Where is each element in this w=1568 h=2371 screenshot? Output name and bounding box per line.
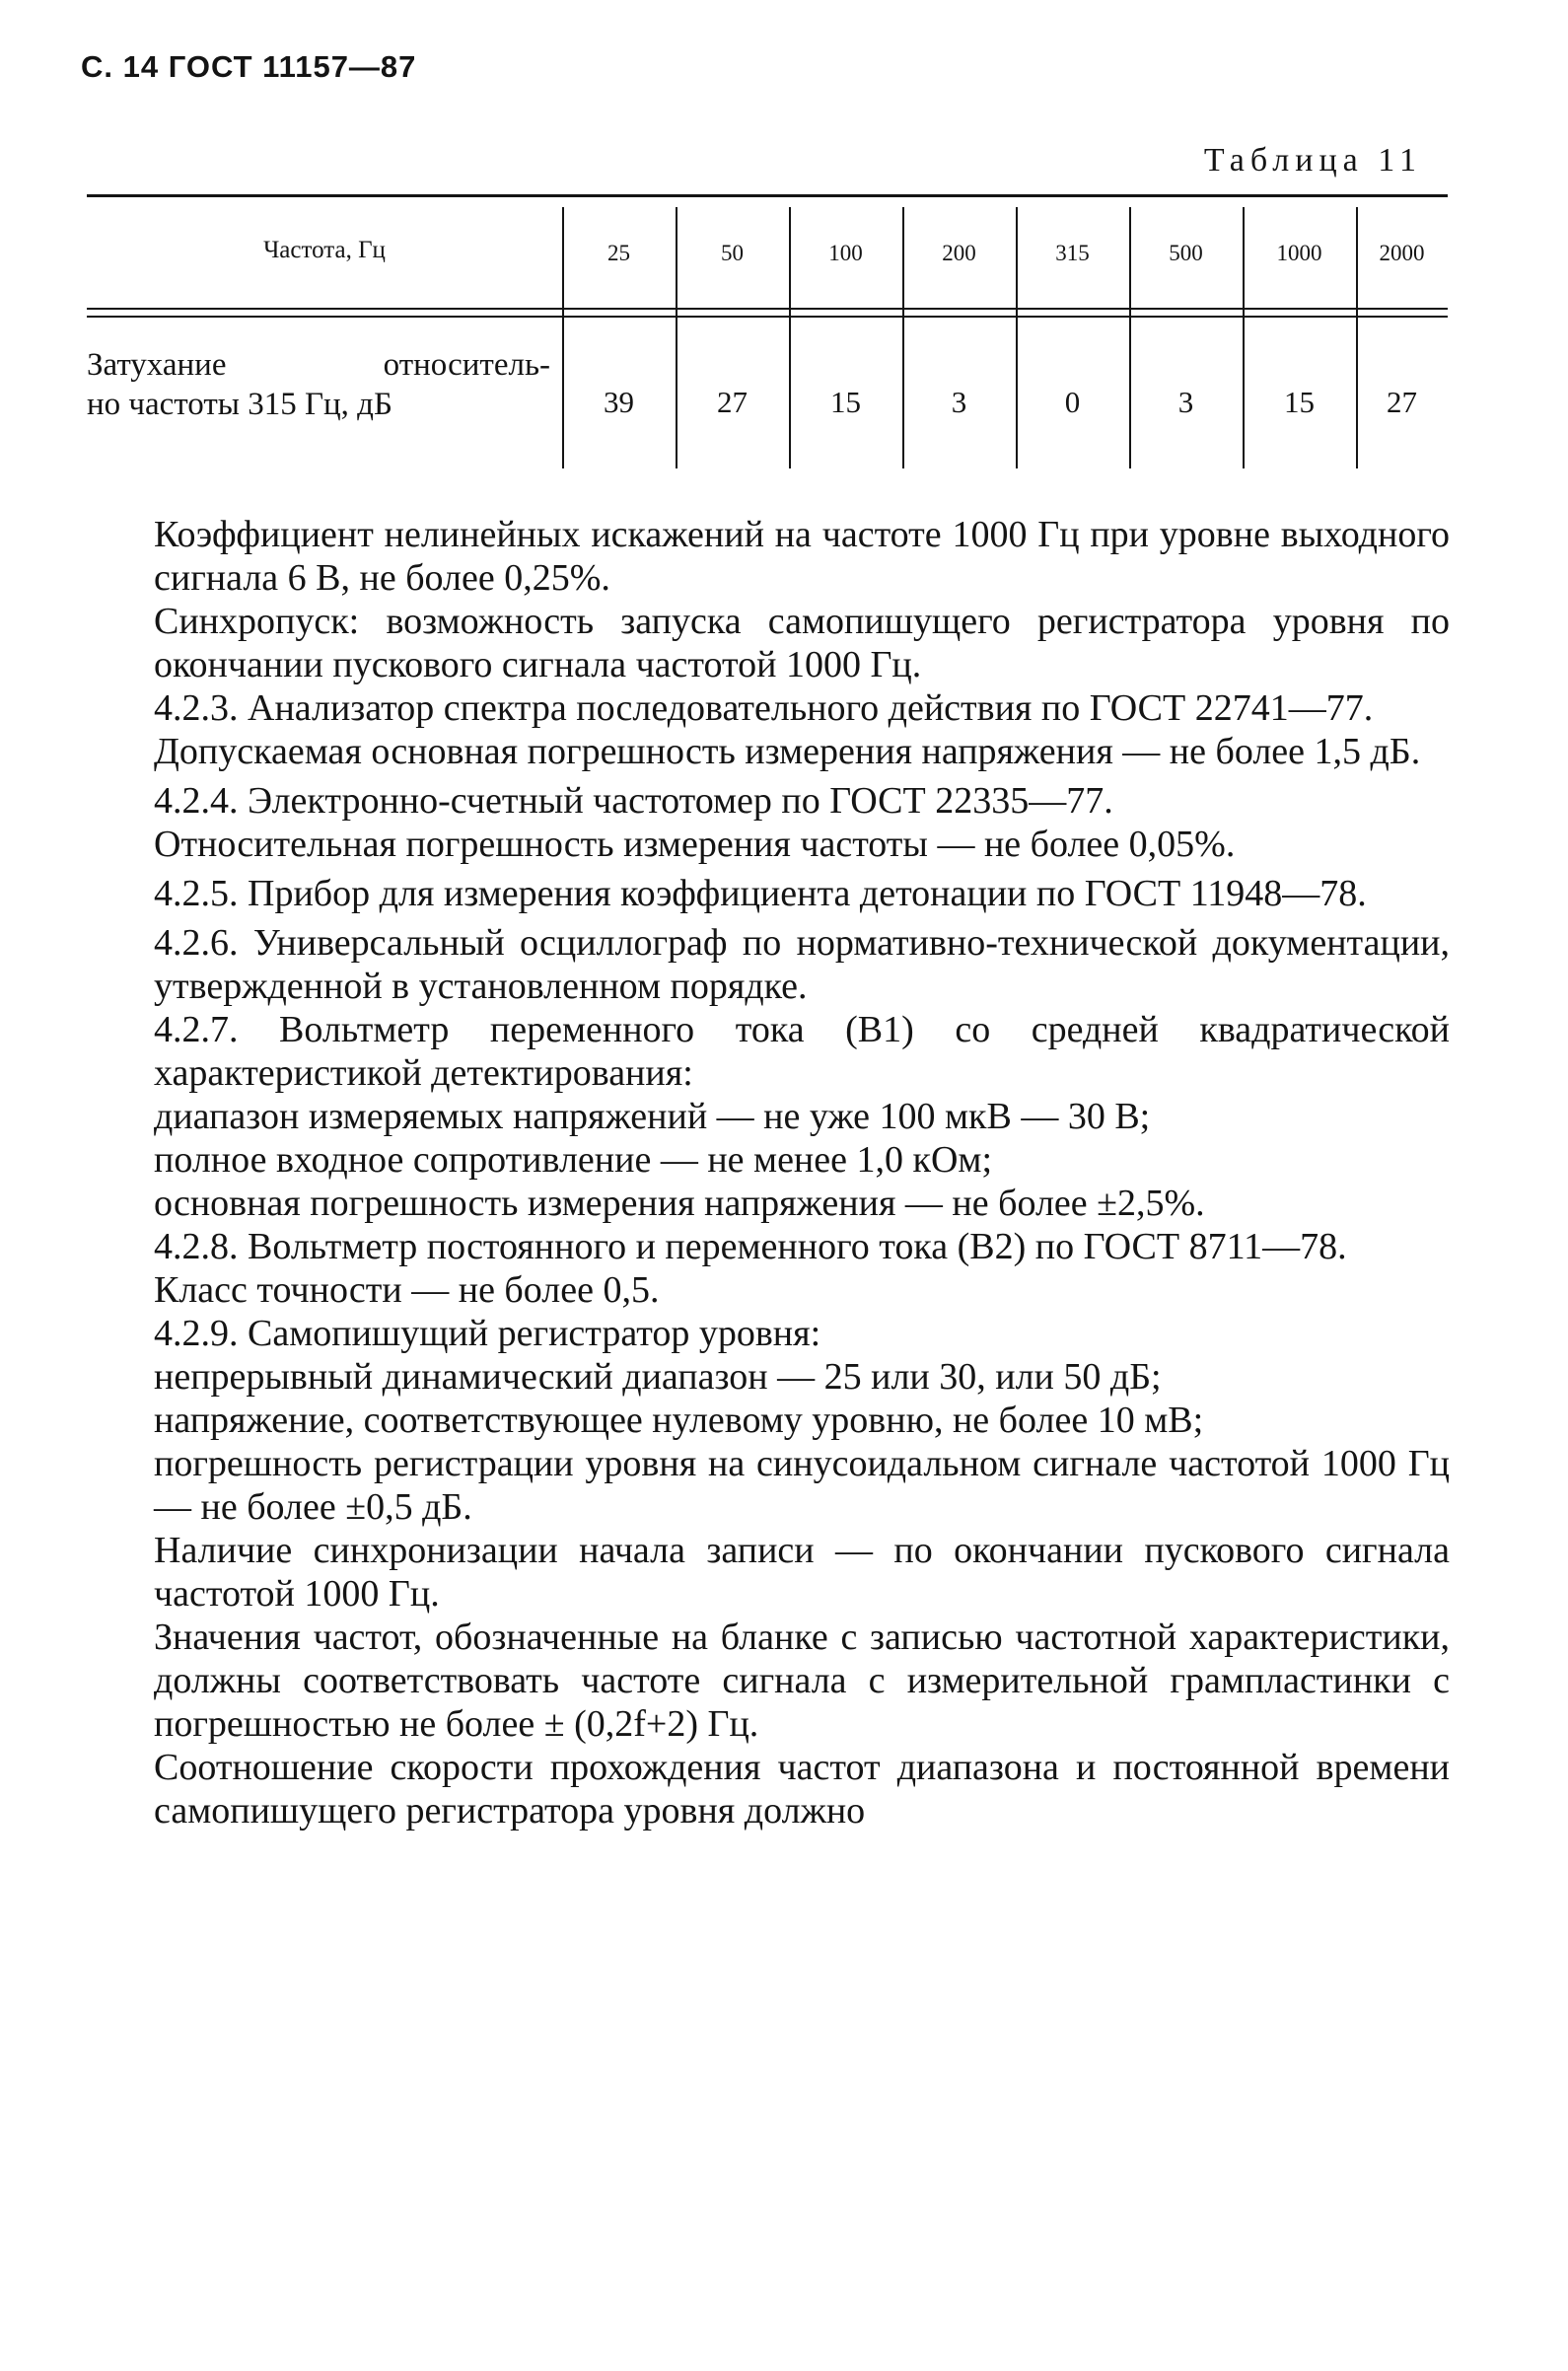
paragraph: Наличие синхронизации начала записи — по окончании пускового сигнала частотой 1000 Гц. (154, 1530, 1450, 1615)
paragraph: Синхропуск: возможность запуска самопишущего регистратора уровня по окончании пускового сигнала частотой 1000 Гц. (154, 601, 1450, 685)
table-head-cell: 500 (1169, 241, 1203, 265)
table-caption: Таблица 11 (1203, 142, 1422, 179)
paragraph: напряжение, соответствующее нулевому уровню, не более 10 мВ; (154, 1400, 1204, 1441)
paragraph: 4.2.7. Вольтметр переменного тока (В1) со средней квадратической характеристикой детектирования: (154, 1009, 1450, 1094)
paragraph: 4.2.9. Самопишущий регистратор уровня: (154, 1313, 821, 1354)
paragraph: Допускаемая основная погрешность измерения напряжения — не более 1,5 дБ. (154, 731, 1421, 772)
paragraph: непрерывный динамический диапазон — 25 или 30, или 50 дБ; (154, 1356, 1162, 1398)
paragraph: 4.2.6. Универсальный осциллограф по нормативно-технической документации, утвержденной в установленном порядке. (154, 922, 1450, 1007)
table-head-cell: 100 (828, 241, 863, 265)
paragraph: 4.2.4. Электронно-счетный частотомер по ГОСТ 22335—77. (154, 780, 1113, 822)
body-text (154, 513, 1450, 1832)
row-label-line: но частоты 315 Гц, дБ (87, 387, 392, 422)
table-value-cell: 3 (951, 385, 967, 419)
paragraph: Значения частот, обозначенные на бланке с записью частотной характеристики, должны соответствовать частоте сигнала с измерительной грампластинки с погрешностью не более ± (0,2f+2) Гц. (154, 1617, 1450, 1745)
table-value-cell: 27 (1387, 385, 1417, 419)
table-value-cell: 15 (830, 385, 861, 419)
table-head-label: Частота, Гц (263, 237, 386, 263)
table-head-cell: 25 (607, 241, 630, 265)
table-value-cell: 3 (1177, 385, 1194, 419)
table-head-cell: 200 (942, 241, 976, 265)
row-label-word: относитель- (383, 347, 550, 383)
paragraph: 4.2.3. Анализатор спектра последовательного действия по ГОСТ 22741—77. (154, 687, 1374, 729)
row-label-word: Затухание (87, 347, 227, 383)
paragraph: погрешность регистрации уровня на синусоидальном сигнале частотой 1000 Гц — не более ±0,5 дБ. (154, 1443, 1450, 1528)
table-value-cell: 39 (604, 385, 634, 419)
table-head-cell: 1000 (1276, 241, 1322, 265)
table-value-cell: 0 (1064, 385, 1081, 419)
table-value-cell: 15 (1284, 385, 1315, 419)
table-row-label (87, 345, 550, 424)
paragraph: Относительная погрешность измерения частоты — не более 0,05%. (154, 824, 1236, 865)
paragraph: 4.2.8. Вольтметр постоянного и переменного тока (В2) по ГОСТ 8711—78. (154, 1226, 1347, 1267)
paragraph: Коэффициент нелинейных искажений на частоте 1000 Гц при уровне выходного сигнала 6 В, не более 0,25%. (154, 514, 1450, 599)
paragraph: диапазон измеряемых напряжений — не уже 100 мкВ — 30 В; (154, 1096, 1151, 1137)
table-value-cell: 27 (717, 385, 748, 419)
paragraph: 4.2.5. Прибор для измерения коэффициента детонации по ГОСТ 11948—78. (154, 873, 1367, 914)
paragraph: Соотношение скорости прохождения частот диапазона и постоянной времени самопишущего регистратора уровня должно (154, 1747, 1450, 1832)
paragraph: полное входное сопротивление — не менее 1,0 кОм; (154, 1139, 993, 1181)
table-top-rule (87, 194, 1448, 197)
table-head-cell: 50 (721, 241, 744, 265)
page-header: С. 14 ГОСТ 11157—87 (81, 49, 417, 84)
paragraph: основная погрешность измерения напряжения — не более ±2,5%. (154, 1183, 1205, 1224)
table-head-cell: 2000 (1379, 241, 1425, 265)
paragraph: Класс точности — не более 0,5. (154, 1269, 660, 1311)
table-head-cell: 315 (1055, 241, 1090, 265)
